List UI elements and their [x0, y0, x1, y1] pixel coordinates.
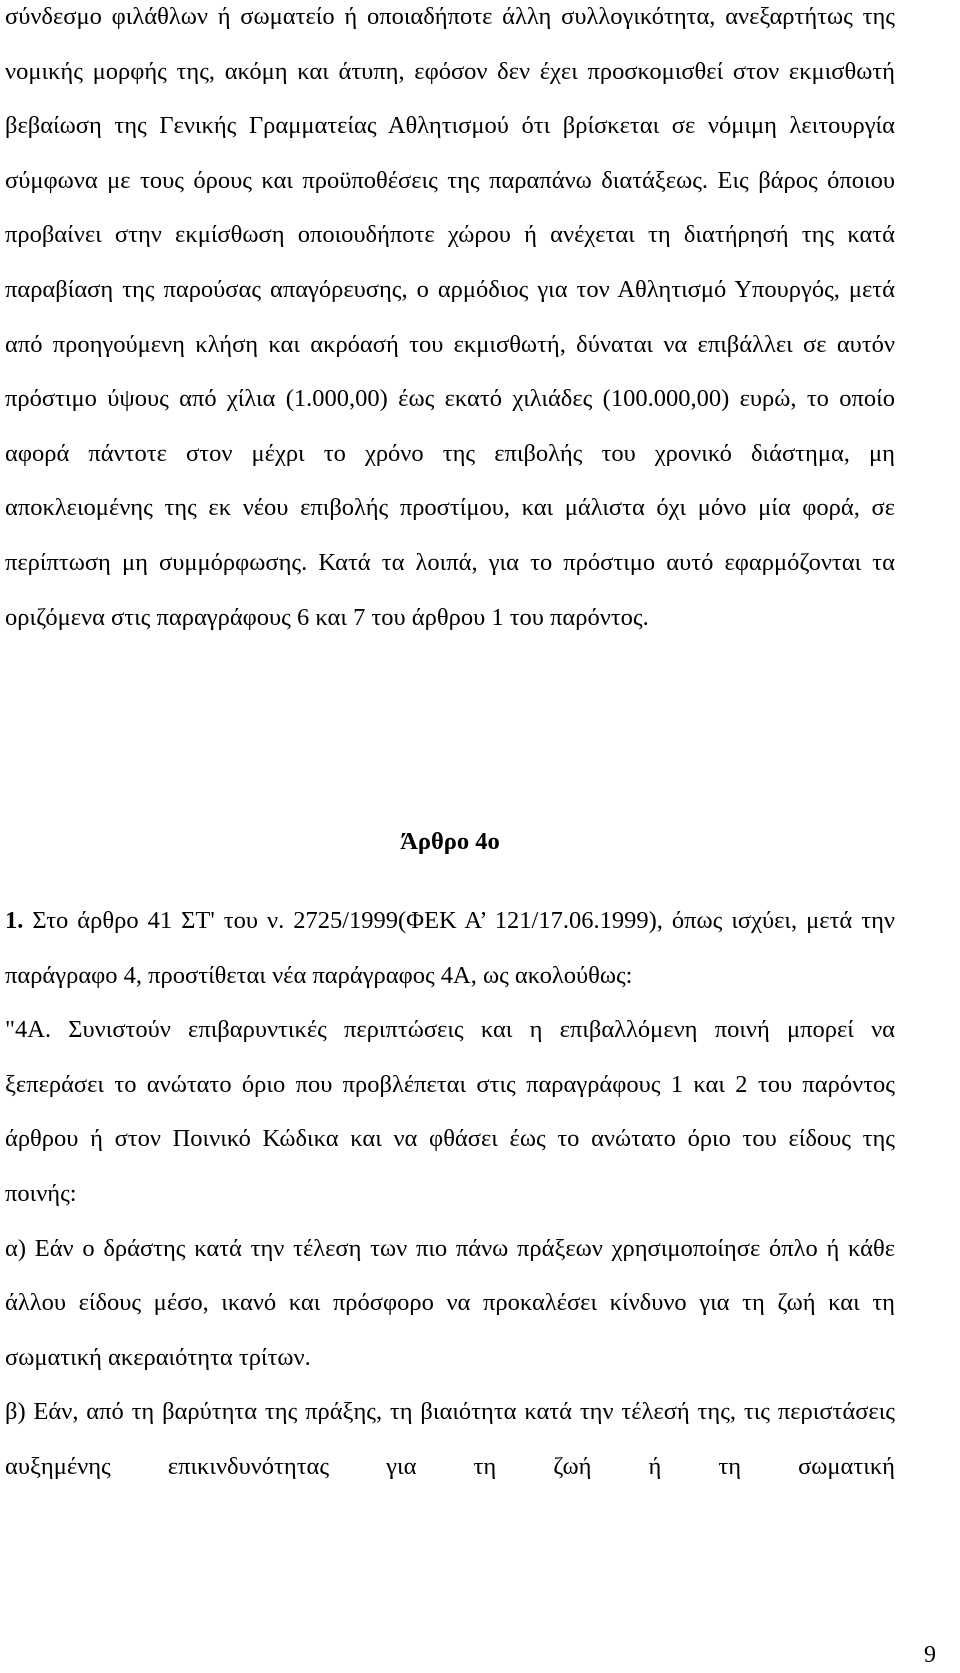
paragraph-article-4-1 — [5, 894, 895, 1003]
paragraph-article-4-1-text: Στο άρθρο 41 ΣΤ' του ν. 2725/1999(ΦΕΚ Α’ 121/17.06.1999), όπως ισχύει, μετά την παράγραφο 4, προστίθεται νέα παράγραφος 4Α, ως ακολούθως: — [5, 907, 895, 989]
paragraph-number: 1. — [5, 907, 24, 934]
page-number: 9 — [924, 1642, 936, 1668]
text-block-bottom — [5, 894, 895, 1495]
text-block-top — [5, 0, 895, 645]
article-heading: Άρθρο 4ο — [400, 828, 500, 855]
paragraph-case-b: β) Εάν, από τη βαρύτητα της πράξης, τη βιαιότητα κατά την τέλεσή της, τις περιστάσεις αυξημένης επικινδυνότητας για τη ζωή ή τη σωματική — [5, 1398, 895, 1480]
paragraph-case-a: α) Εάν ο δράστης κατά την τέλεση των πιο πάνω πράξεων χρησιμοποίησε όπλο ή κάθε άλλου είδους μέσο, ικανό και πρόσφορο να προκαλέσει κίνδυνο για τη ζωή και τη σωματική ακεραιότητα τρίτων. — [5, 1234, 895, 1371]
paragraph-4a: "4Α. Συνιστούν επιβαρυντικές περιπτώσεις και η επιβαλλόμενη ποινή μπορεί να ξεπεράσει το ανώτατο όριο που προβλέπεται στις παραγράφους 1 και 2 του παρόντος άρθρου ή στον Ποινικό Κώδικα και να φθάσει έως το ανώτατο όριο του είδους της ποινής: — [5, 1016, 895, 1207]
paragraph-continuation: σύνδεσμο φιλάθλων ή σωματείο ή οποιαδήποτε άλλη συλλογικότητα, ανεξαρτήτως της νομικής μορφής της, ακόμη και άτυπη, εφόσον δεν έχει προσκομισθεί στον εκμισθωτή βεβαίωση της Γενικής Γραμματείας Αθλητισμού ότι βρίσκεται σε νόμιμη λειτουργία σύμφωνα με τους όρους και προϋποθέσεις της παραπάνω διατάξεως. Εις βάρος όποιου προβαίνει στην εκμίσθωση οποιουδήποτε χώρου ή ανέχεται τη διατήρησή της κατά παραβίαση της παρούσας απαγόρευσης, ο αρμόδιος για τον Αθλητισμό Υπουργός, μετά από προηγούμενη κλήση και ακρόασή του εκμισθωτή, δύναται να επιβάλλει σε αυτόν πρόστιμο ύψους από χίλια (1.000,00) έως εκατό χιλιάδες (100.000,00) ευρώ, το οποίο αφορά πάντοτε στον μέχρι το χρόνο της επιβολής του χρονικό διάστημα, μη αποκλειομένης της εκ νέου επιβολής προστίμου, και μάλιστα όχι μόνο μία φορά, σε περίπτωση μη συμμόρφωσης. Κατά τα λοιπά, για το πρόστιμο αυτό εφαρμόζονται τα οριζόμενα στις παραγράφους 6 και 7 του άρθρου 1 του παρόντος. — [5, 3, 895, 631]
